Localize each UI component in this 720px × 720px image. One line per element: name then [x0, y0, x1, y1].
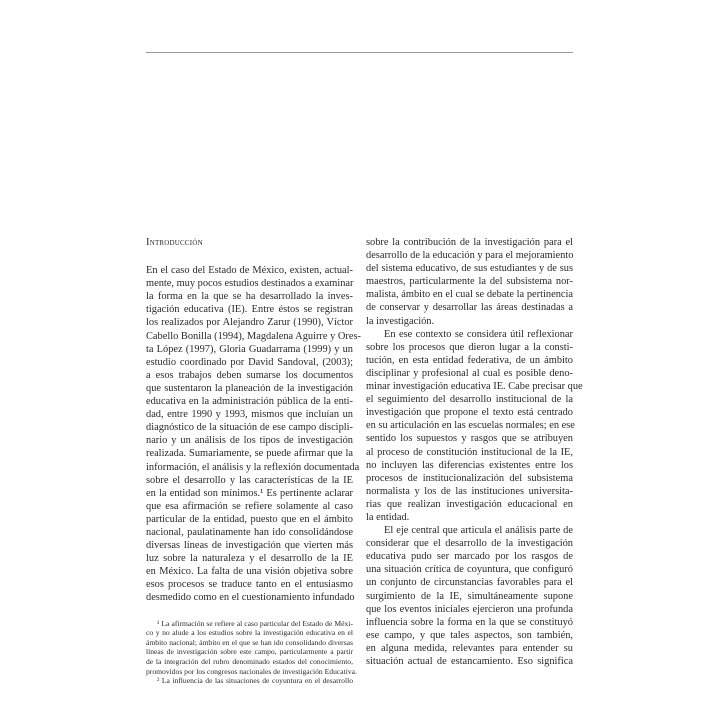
- footnote-line: promovidos por los congresos nacionales de investigación Educativa.: [146, 666, 357, 676]
- text-line: una situación crítica de coyuntura, que configuró: [366, 564, 573, 576]
- text-line: considerar que el desarrollo de la investigación: [366, 538, 573, 550]
- text-line: sobre el desarrollo y las características de la IE: [146, 474, 353, 486]
- text-line: la entidad.: [366, 511, 410, 523]
- text-line: El eje central que articula el análisis parte de: [384, 525, 573, 537]
- text-line: sobre la contribución de la investigación para el: [366, 237, 573, 248]
- text-line: en su articulación en las escuelas normales; en ese: [366, 420, 575, 432]
- right-body-text: [366, 236, 583, 668]
- text-line: realizada. Sumariamente, se puede afirmar que la: [146, 448, 353, 460]
- text-line: un conjunto de circunstancias favorables para el: [366, 577, 573, 589]
- text-line: que esa afirmación se refiere solamente al caso: [146, 500, 353, 512]
- footnotes: [146, 618, 357, 686]
- text-line: que sustentaron la planeación de la investigación: [146, 382, 353, 394]
- text-line: influencia sobre la forma en la que se constituyó: [366, 616, 573, 628]
- footnote-line: ámbito nacional; ámbito en el que se han ido consolidando diversas: [146, 637, 353, 647]
- text-line: En ese contexto se considera útil reflexionar: [384, 328, 573, 340]
- text-line: ta López (1997), Gloria Guadarrama (1999) y un: [146, 343, 353, 355]
- text-line: normalista y los de las instituciones universita-: [366, 485, 573, 497]
- text-line: educativa en la administración pública de la enti-: [146, 396, 353, 408]
- text-line: nario y un análisis de los tipos de investigación: [146, 435, 353, 447]
- text-line: educativa pudo ser marcado por los rasgos de: [366, 551, 573, 563]
- text-line: situación actual de estancamiento. Eso significa: [366, 656, 573, 667]
- footnote-line: líneas de investigación sobre este campo, particularmente a partir: [146, 647, 353, 657]
- text-line: mente, muy pocos estudios destinados a examinar: [146, 278, 354, 290]
- right-column: [366, 236, 583, 668]
- footnote-line: de la integración del rubro denominado estados del conocimiento,: [146, 656, 353, 666]
- text-line: de conservar y desarrollar las áreas destinadas a: [366, 302, 573, 314]
- text-line: maestros, particularmente la del subsistema nor-: [366, 276, 573, 288]
- text-line: esos procesos se traduce tanto en el entusiasmo: [146, 579, 353, 591]
- text-line: disciplinar y profesional al cual es posible deno-: [366, 367, 573, 379]
- text-line: en México. La falta de una visión objetiva sobre: [146, 566, 353, 578]
- text-line: malista, ámbito en el cual se debate la pertinencia: [366, 289, 573, 301]
- footnote-line: co y no alude a los estudios sobre la investigación educativa en el: [146, 628, 353, 638]
- text-line: nacional, paulatinamente han ido consolidándose: [146, 526, 353, 538]
- text-line: Cabello Bonilla (1994), Magdalena Aguirre y Ores-: [146, 330, 361, 342]
- header-rule: [146, 52, 573, 53]
- text-line: investigación que propone el texto está centrado: [366, 407, 573, 419]
- text-line: dad, entre 1990 y 1993, mismos que incluían un: [146, 409, 353, 421]
- text-line: desmedido como en el cuestionamiento infundado: [146, 592, 355, 604]
- text-line: no incluyen las diferencias existentes entre los: [366, 459, 573, 471]
- left-body-text: [146, 264, 361, 604]
- text-line: diversas líneas de investigación que vierten más: [146, 540, 353, 552]
- text-line: diagnóstico de la situación de ese campo discipli-: [146, 422, 353, 434]
- footnote-line: ¹ La afirmación se refiere al caso particular del Estado de Méxi-: [157, 618, 353, 628]
- text-line: desarrollo de la educación y para el mejoramiento: [366, 250, 574, 262]
- text-line: minar investigación educativa IE. Cabe precisar que: [366, 381, 583, 393]
- text-line: en alguna medida, relevantes para entender su: [366, 642, 573, 654]
- text-line: que los eventos iniciales ejercieron una profunda: [366, 603, 573, 615]
- text-line: la investigación.: [366, 315, 435, 327]
- text-line: los realizados por Alejandro Zarur (1990), Víctor: [146, 317, 353, 329]
- left-column: [146, 236, 361, 686]
- text-line: sobre los procesos que dieron lugar a la consti-: [366, 341, 573, 353]
- text-line: En el caso del Estado de México, existen, actual-: [146, 265, 353, 277]
- text-line: rias que realizan investigación educacional en: [366, 498, 573, 510]
- text-line: procesos de institucionalización del subsistema: [366, 472, 573, 484]
- text-line: particular de la entidad, puesto que en el ámbito: [146, 513, 353, 525]
- text-line: estudio coordinado por David Sandoval, (2003);: [146, 356, 353, 368]
- text-line: surgimiento de la IE, simultáneamente supone: [366, 590, 573, 602]
- footnote-line: ² La influencia de las situaciones de coyuntura en el desarrollo: [157, 676, 353, 686]
- text-line: del sistema educativo, de sus estudiantes y de sus: [366, 263, 573, 275]
- text-line: al proceso de constitución institucional de la IE,: [366, 446, 573, 458]
- text-line: el seguimiento del desarrollo institucional de la: [366, 394, 573, 406]
- text-line: información, el análisis y la reflexión documentada: [146, 461, 360, 473]
- text-line: luz sobre la naturaleza y el desarrollo de la IE: [146, 553, 353, 565]
- text-line: tución, en esta entidad federativa, de un ámbito: [366, 354, 573, 366]
- text-line: sentido los supuestos y rasgos que se atribuyen: [366, 433, 573, 445]
- text-line: en la entidad son mínimos.¹ Es pertinente aclarar: [146, 487, 353, 499]
- text-line: la forma en la que se ha desarrollado la inves-: [146, 291, 353, 303]
- text-line: a esos trabajos deben sumarse los documentos: [146, 369, 353, 381]
- section-heading: Introducción: [146, 237, 203, 248]
- text-line: ese campo, y que tales aspectos, son también,: [366, 629, 573, 641]
- text-line: tigación educativa (IE). Entre éstos se registran: [146, 304, 353, 316]
